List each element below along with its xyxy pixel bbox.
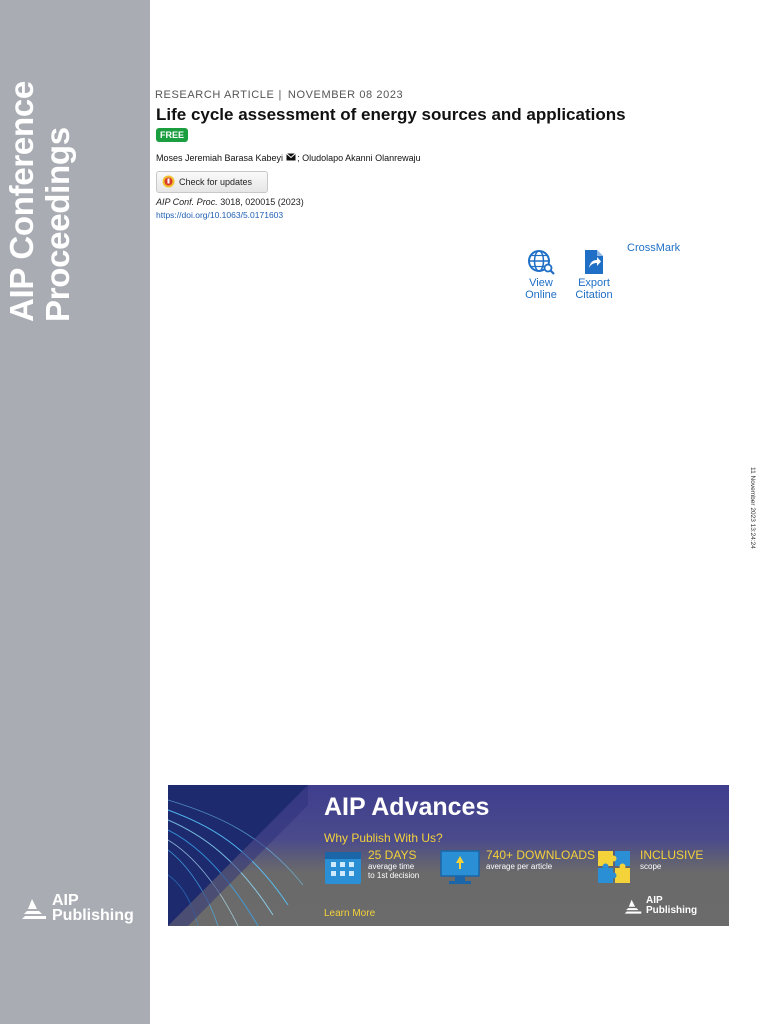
journal-abbreviation: AIP Conf. Proc. (156, 197, 218, 207)
crossmark-link[interactable]: CrossMark (627, 242, 681, 254)
aip-wave-icon (20, 895, 48, 921)
puzzle-icon (596, 849, 634, 887)
export-label-line2: Citation (575, 289, 613, 301)
envelope-icon[interactable] (286, 153, 296, 163)
export-citation-button[interactable] (573, 249, 615, 301)
banner-aip-logo (623, 896, 697, 916)
light-streak-graphic (168, 785, 308, 926)
check-updates-label: Check for updates (179, 177, 253, 187)
free-badge: FREE (156, 128, 188, 142)
stat2-line1: average per article (486, 862, 553, 871)
aip-wave-icon (623, 897, 643, 915)
author-separator: ; (297, 153, 300, 163)
view-label-line2: Online (525, 289, 557, 301)
doi-link[interactable]: https://doi.org/10.1063/5.0171603 (156, 210, 284, 220)
check-for-updates-button[interactable] (156, 171, 268, 193)
author-link[interactable]: Oludolapo Akanni Olanrewaju (302, 153, 421, 163)
globe-search-icon (527, 249, 555, 275)
journal-title-line1: AIP Conference (3, 81, 40, 322)
author-link[interactable]: Moses Jeremiah Barasa Kabeyi (156, 153, 284, 163)
stat3-value: INCLUSIVE (640, 848, 704, 862)
stat-downloads (440, 849, 595, 885)
aip-advances-banner[interactable] (168, 785, 729, 926)
banner-subtitle: Why Publish With Us? (324, 831, 443, 845)
stat-review-time (324, 849, 419, 885)
banner-logo-line1: AIP (646, 895, 663, 906)
banner-logo-line2: Publishing (646, 905, 698, 916)
learn-more-link[interactable]: Learn More (324, 908, 376, 919)
view-online-button[interactable] (522, 249, 560, 301)
meta-separator: | (278, 89, 282, 101)
sidebar (0, 0, 150, 1024)
view-label-line1: View (529, 277, 553, 289)
banner-title: AIP Advances (324, 793, 490, 821)
stat2-value: 740+ DOWNLOADS (486, 848, 596, 862)
stat1-line2: to 1st decision (368, 871, 420, 880)
article-title: Life cycle assessment of energy sources and applications (156, 105, 626, 124)
monitor-icon (440, 849, 480, 885)
article-date: NOVEMBER 08 2023 (287, 89, 404, 101)
export-label-line1: Export (578, 277, 610, 289)
citation-details: 3018, 020015 (2023) (220, 197, 304, 207)
logo-line2: Publishing (52, 907, 134, 924)
stat1-line1: average time (368, 862, 415, 871)
citation (156, 197, 304, 207)
stat-scope (596, 849, 703, 887)
logo-line1: AIP (52, 892, 79, 909)
export-icon (583, 249, 605, 275)
journal-title (4, 52, 76, 322)
calendar-icon (324, 849, 362, 885)
journal-title-line2: Proceedings (39, 127, 76, 322)
check-updates-icon (162, 175, 175, 190)
article-type: RESEARCH ARTICLE (155, 89, 275, 101)
article-meta (155, 89, 403, 101)
download-timestamp: 11 November 2023 13:24:24 (749, 467, 756, 549)
stat1-value: 25 DAYS (368, 848, 417, 862)
author-list (156, 153, 421, 163)
stat3-line1: scope (640, 862, 662, 871)
aip-publishing-logo (20, 893, 134, 923)
